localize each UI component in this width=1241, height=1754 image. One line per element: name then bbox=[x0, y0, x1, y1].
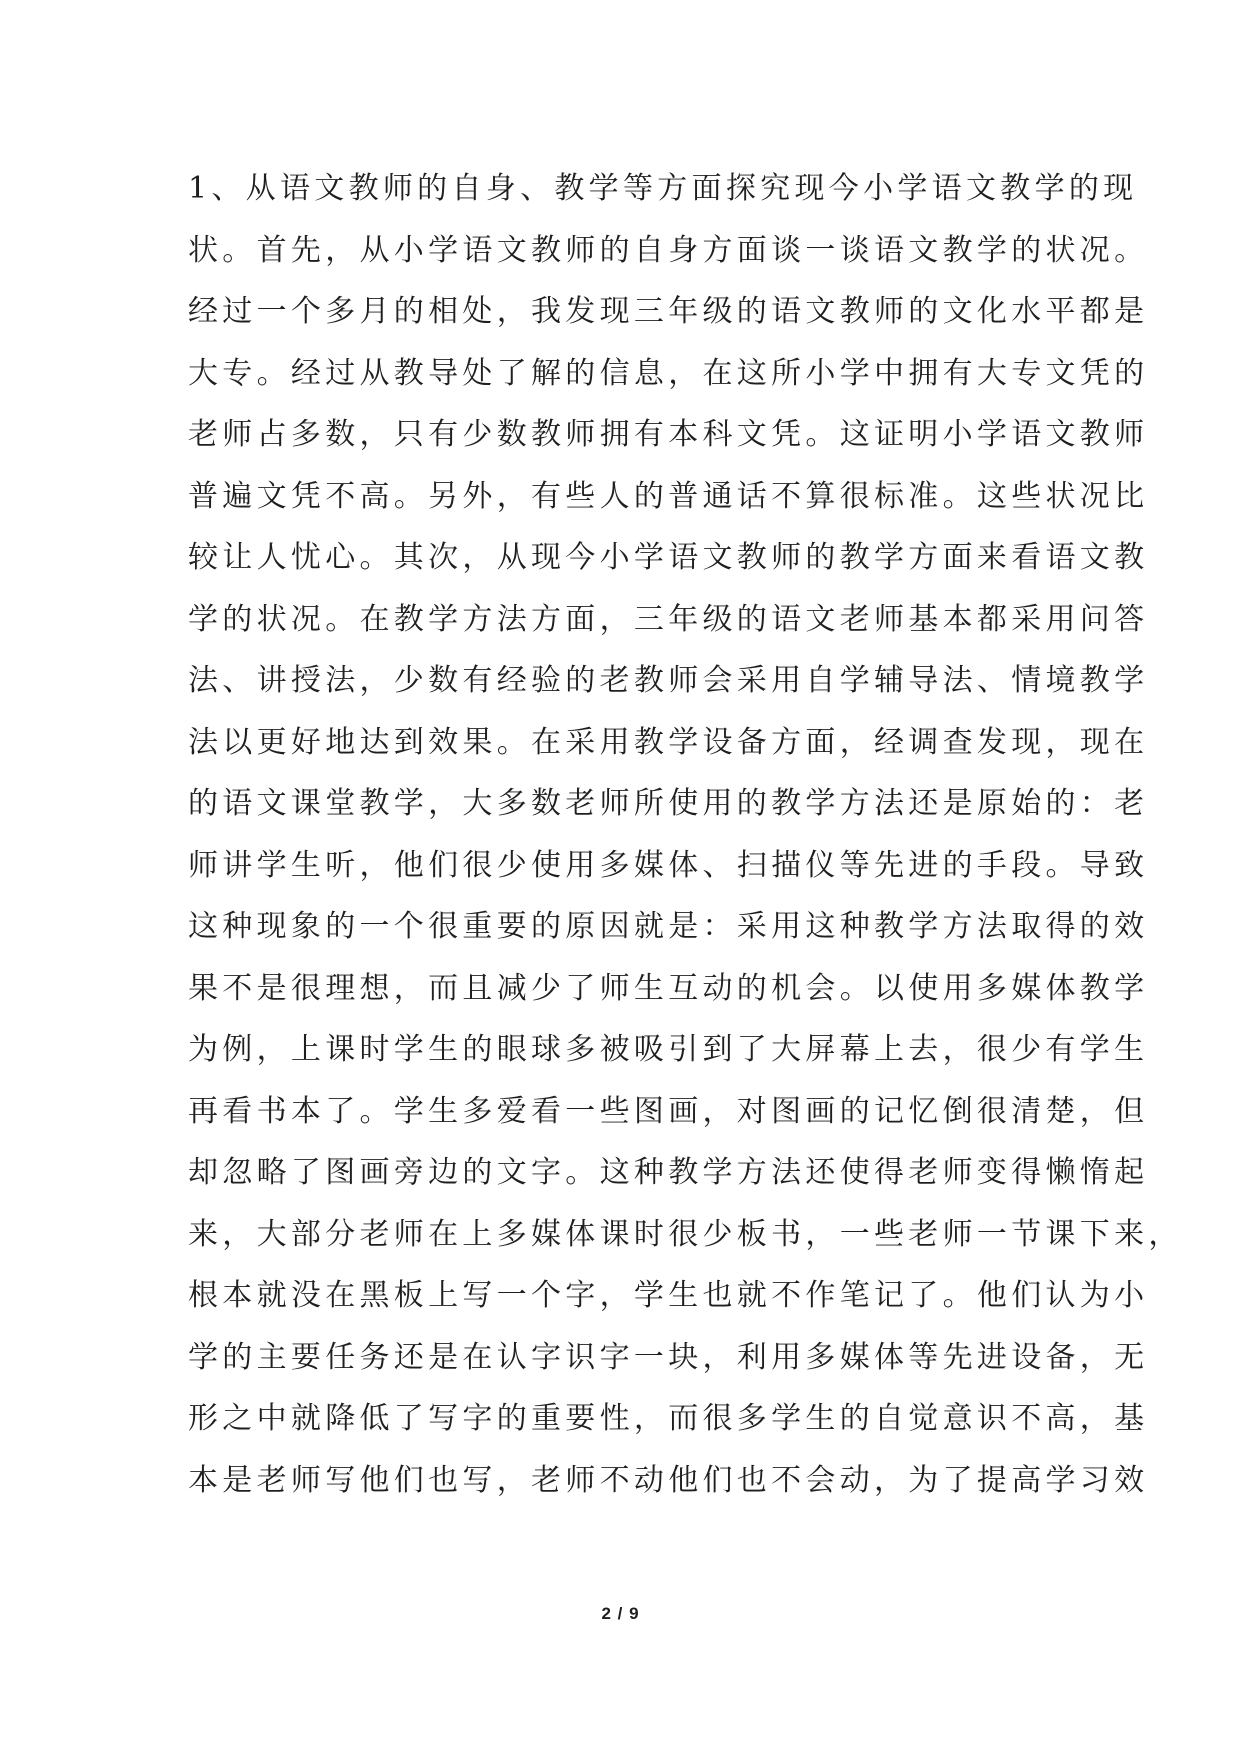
text-line: 普遍文凭不高。另外，有些人的普通话不算很标准。这些状况比 bbox=[188, 478, 1149, 514]
text-line: 经过一个多月的相处，我发现三年级的语文教师的文化水平都是 bbox=[188, 294, 1149, 329]
text-line: 形之中就降低了写字的重要性，而很多学生的自觉意识不高，基 bbox=[188, 1401, 1149, 1436]
page-number: 2 / 9 bbox=[601, 1604, 640, 1623]
text-line: 来，大部分老师在上多媒体课时很少板书，一些老师一节课下来， bbox=[188, 1216, 1183, 1252]
text-line: 老师占多数，只有少数教师拥有本科文凭。这证明小学语文教师 bbox=[188, 417, 1149, 452]
text-line: 本是老师写他们也写，老师不动他们也不会动，为了提高学习效 bbox=[188, 1462, 1149, 1498]
text-line: 师讲学生听，他们很少使用多媒体、扫描仪等先进的手段。导致 bbox=[188, 847, 1149, 883]
text-line: 果不是很理想，而且减少了师生互动的机会。以使用多媒体教学 bbox=[188, 970, 1149, 1006]
text-line: 1、从语文教师的自身、教学等方面探究现今小学语文教学的现 bbox=[188, 171, 1138, 206]
text-line: 这种现象的一个很重要的原因就是：采用这种教学方法取得的效 bbox=[188, 909, 1149, 944]
text-line: 学的状况。在教学方法方面，三年级的语文老师基本都采用问答 bbox=[188, 601, 1149, 637]
text-line: 法、讲授法，少数有经验的老教师会采用自学辅导法、情境教学 bbox=[188, 663, 1149, 698]
text-line: 却忽略了图画旁边的文字。这种教学方法还使得老师变得懒惰起 bbox=[188, 1155, 1149, 1190]
text-line: 大专。经过从教导处了解的信息，在这所小学中拥有大专文凭的 bbox=[188, 355, 1149, 391]
text-line: 法以更好地达到效果。在采用教学设备方面，经调查发现，现在 bbox=[188, 724, 1149, 760]
text-line: 的语文课堂教学，大多数老师所使用的教学方法还是原始的：老 bbox=[188, 786, 1149, 821]
text-line: 再看书本了。学生多爱看一些图画，对图画的记忆倒很清楚，但 bbox=[188, 1093, 1149, 1129]
body-paragraph bbox=[188, 158, 1183, 1511]
text-line: 状。首先，从小学语文教师的自身方面谈一谈语文教学的状况。 bbox=[188, 232, 1149, 268]
text-line: 为例，上课时学生的眼球多被吸引到了大屏幕上去，很少有学生 bbox=[188, 1032, 1149, 1067]
text-line: 学的主要任务还是在认字识字一块，利用多媒体等先进设备，无 bbox=[188, 1339, 1149, 1375]
text-line: 较让人忧心。其次，从现今小学语文教师的教学方面来看语文教 bbox=[188, 540, 1149, 575]
text-line: 根本就没在黑板上写一个字，学生也就不作笔记了。他们认为小 bbox=[188, 1278, 1149, 1313]
